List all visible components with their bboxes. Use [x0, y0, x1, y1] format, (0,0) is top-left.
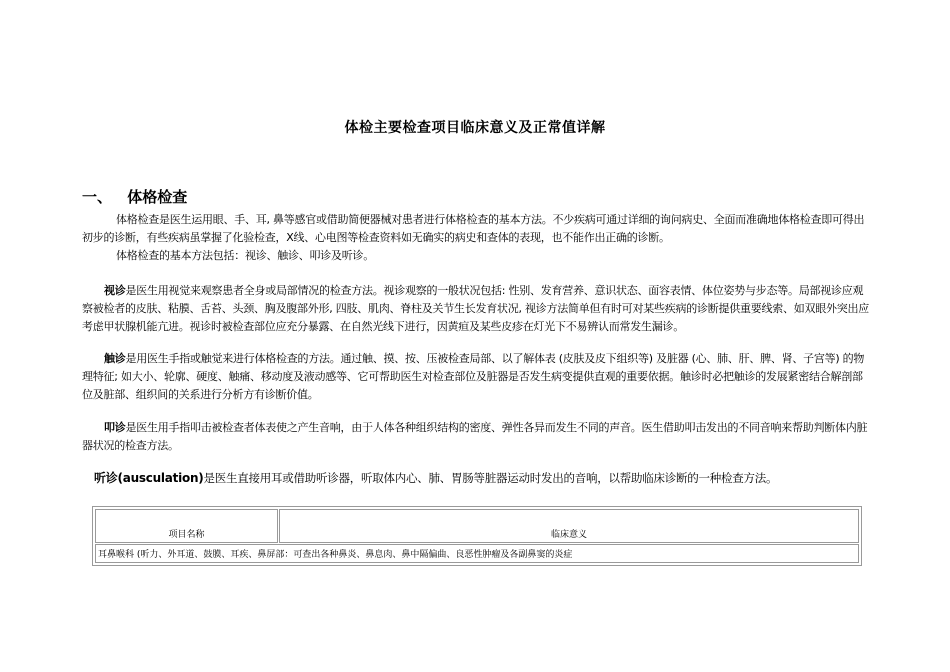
percussion-term: 叩诊	[104, 421, 126, 434]
inspection-text: 是医生用视觉来观察患者全身或局部情况的检查方法。视诊观察的一般状况包括: 性别、发育营养、意识状态、面容表情、体位姿势与步态等。局部视诊应观察被检者的皮肤、粘膜、舌苔、头颈、胸及腹部外形, 四肢、肌肉、脊柱及关节生长发育状况, 视诊方法简单但有时可对某些疾病的诊断提供重要线索、如双眼外突出应考虑甲状腺机能亢进。视诊时被检查部位应充分暴露、在自然光线下进行，因黄疸及某些皮疹在灯光下不易辨认而常发生漏诊。	[82, 284, 869, 333]
document-title: 体检主要检查项目临床意义及正常值详解	[344, 120, 606, 136]
palpation-paragraph	[82, 350, 870, 404]
intro-paragraph	[82, 211, 870, 247]
palpation-text: 是用医生手指或触觉来进行体格检查的方法。通过触、摸、按、压被检查局部、以了解体表 (皮肤及皮下组织等) 及脏器 (心、肺、肝、脾、肾、子宫等) 的物理特征; 如大小、轮廓、硬度、触痛、移动度及液动感等、它可帮助医生对检查部位及脏器是否发生病变提供直观的重要依据。触诊时必把触诊的发展紧密结合解剖部位及脏部、组织间的关系进行分析方有诊断价值。	[82, 352, 865, 401]
section-number: 一、	[82, 188, 113, 206]
intro-text: 体格检查是医生运用眼、手、耳, 鼻等感官或借助简便器械对患者进行体格检查的基本方法。不少疾病可通过详细的询问病史、全面而准确地体格检查即可得出初步的诊断，有些疾病虽掌握了化验检查，X线、心电图等检查资料如无确实的病史和查体的表现，也不能作出正确的诊断。	[82, 213, 865, 244]
exam-table-grid	[94, 508, 860, 564]
inspection-paragraph	[82, 282, 870, 336]
inspection-term: 视诊	[104, 284, 126, 297]
section-title: 体格检查	[127, 188, 188, 206]
table-header-meaning: 临床意义	[279, 509, 859, 543]
methods-paragraph	[82, 247, 870, 265]
auscultation-text: 是医生直接用耳或借助听诊器，听取体内心、肺、胃肠等脏器运动时发出的音响，以帮助临床诊断的一种检查方法。	[203, 471, 778, 485]
table-cell: 耳鼻喉科 (听力、外耳道、鼓膜、耳疾、鼻屏部：可查出各种鼻炎、鼻息肉、鼻中隔偏曲、良恶性肿瘤及各副鼻窦的炎症	[95, 544, 859, 563]
methods-text: 体格检查的基本方法包括：视诊、触诊、叩诊及听诊。	[116, 249, 374, 262]
section-heading	[82, 186, 187, 207]
percussion-text: 是医生用手指叩击被检查者体表使之产生音响，由于人体各种组织结构的密度、弹性各异而发生不同的声音。医生借助叩击发出的不同音响来帮助判断体内脏器状况的检查方法。	[82, 421, 868, 452]
palpation-term: 触诊	[104, 352, 126, 365]
percussion-paragraph	[82, 419, 870, 455]
table-row	[95, 544, 859, 563]
auscultation-paragraph	[82, 469, 870, 487]
auscultation-term: 听诊(ausculation)	[94, 471, 204, 485]
exam-table	[92, 506, 862, 566]
table-header-item: 项目名称	[95, 509, 278, 543]
table-header-row	[95, 509, 859, 543]
